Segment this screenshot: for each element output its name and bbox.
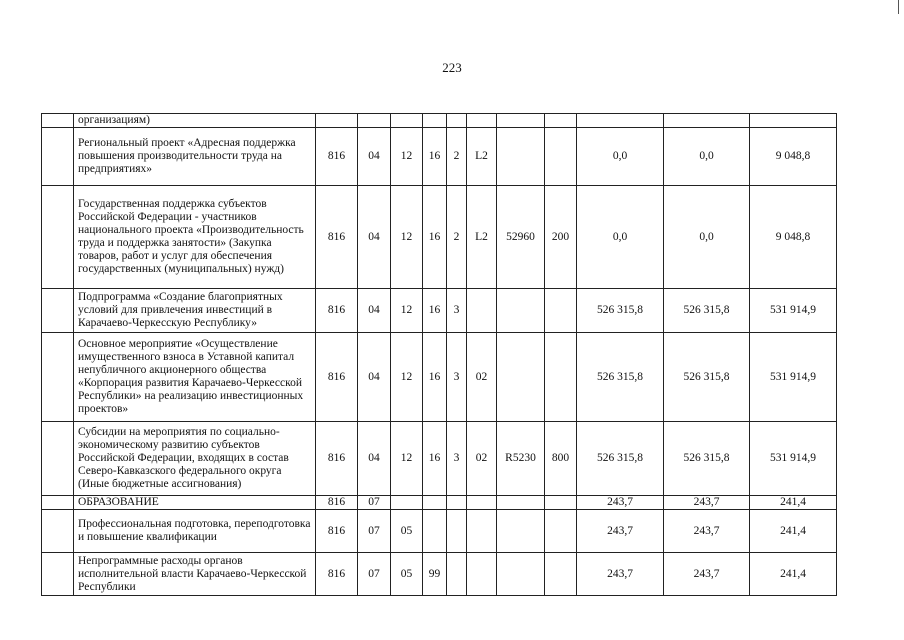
item-name: Непрограммные расходы органов исполнительной власти Карачаево-Черкесской Республики: [74, 553, 316, 596]
subsection-code: 12: [391, 128, 423, 186]
ministry-code: 816: [316, 333, 358, 422]
amount-year-2: 243,7: [664, 510, 750, 553]
subprogram-code: 3: [447, 333, 467, 422]
amount-year-2: 526 315,8: [664, 422, 750, 496]
amount-year-2: 243,7: [664, 496, 750, 510]
program-code: 16: [423, 186, 447, 289]
amount-year-3: 531 914,9: [750, 333, 837, 422]
subprogram-code: 3: [447, 422, 467, 496]
section-code: [358, 114, 391, 128]
row-number-cell: [42, 510, 74, 553]
item-name: Подпрограмма «Создание благоприятных условий для привлечения инвестиций в Карачаево-Черкесскую Республику»: [74, 289, 316, 333]
subsection-code: 12: [391, 186, 423, 289]
table-row: [42, 496, 837, 510]
program-code: 16: [423, 422, 447, 496]
program-code: 16: [423, 333, 447, 422]
program-code: [423, 114, 447, 128]
amount-year-3: 241,4: [750, 510, 837, 553]
item-name: Профессиональная подготовка, переподготовка и повышение квалификации: [74, 510, 316, 553]
page-number: 223: [442, 60, 462, 75]
section-code: 04: [358, 289, 391, 333]
activity-code: [467, 114, 497, 128]
subsection-code: 05: [391, 553, 423, 596]
row-number-cell: [42, 422, 74, 496]
amount-year-2: 526 315,8: [664, 289, 750, 333]
table-row: [42, 510, 837, 553]
ministry-code: 816: [316, 186, 358, 289]
expense-type-code: [545, 553, 577, 596]
program-code: 16: [423, 128, 447, 186]
row-number-cell: [42, 289, 74, 333]
amount-year-1: [577, 114, 664, 128]
direction-code: [497, 114, 545, 128]
row-number-cell: [42, 496, 74, 510]
expense-type-code: [545, 510, 577, 553]
amount-year-2: 0,0: [664, 186, 750, 289]
row-number-cell: [42, 114, 74, 128]
direction-code: 52960: [497, 186, 545, 289]
ministry-code: 816: [316, 553, 358, 596]
expense-type-code: [545, 128, 577, 186]
row-number-cell: [42, 186, 74, 289]
activity-code: [467, 510, 497, 553]
amount-year-1: 526 315,8: [577, 333, 664, 422]
section-code: 07: [358, 510, 391, 553]
ministry-code: 816: [316, 128, 358, 186]
amount-year-1: 0,0: [577, 128, 664, 186]
section-code: 04: [358, 186, 391, 289]
section-code: 04: [358, 422, 391, 496]
page-edge-mark: [898, 0, 899, 14]
item-name: ОБРАЗОВАНИЕ: [74, 496, 316, 510]
direction-code: [497, 128, 545, 186]
item-name: Государственная поддержка субъектов Российской Федерации - участников национального проекта «Производительность труда и поддержка занятости» (Закупка товаров, работ и услуг для обеспечения государственных (муниципальных) нужд): [74, 186, 316, 289]
ministry-code: [316, 114, 358, 128]
expense-type-code: 200: [545, 186, 577, 289]
subsection-code: [391, 496, 423, 510]
ministry-code: 816: [316, 496, 358, 510]
expense-type-code: 800: [545, 422, 577, 496]
amount-year-1: 526 315,8: [577, 289, 664, 333]
item-name: Основное мероприятие «Осуществление имущественного взноса в Уставной капитал непубличного акционерного общества «Корпорация развития Карачаево-Черкесской Республики» на реализацию инвестиционных проектов»: [74, 333, 316, 422]
subsection-code: 05: [391, 510, 423, 553]
amount-year-3: [750, 114, 837, 128]
amount-year-2: [664, 114, 750, 128]
amount-year-3: 9 048,8: [750, 128, 837, 186]
activity-code: [467, 496, 497, 510]
ministry-code: 816: [316, 422, 358, 496]
subprogram-code: [447, 496, 467, 510]
amount-year-1: 0,0: [577, 186, 664, 289]
direction-code: [497, 496, 545, 510]
row-number-cell: [42, 333, 74, 422]
table-row: [42, 333, 837, 422]
amount-year-2: 526 315,8: [664, 333, 750, 422]
subsection-code: [391, 114, 423, 128]
expense-type-code: [545, 289, 577, 333]
amount-year-3: 241,4: [750, 496, 837, 510]
amount-year-1: 243,7: [577, 510, 664, 553]
activity-code: L2: [467, 128, 497, 186]
item-name: Субсидии на мероприятия по социально-экономическому развитию субъектов Российской Федерации, входящих в состав Северо-Кавказского федерального округа (Иные бюджетные ассигнования): [74, 422, 316, 496]
activity-code: [467, 289, 497, 333]
direction-code: [497, 333, 545, 422]
amount-year-2: 243,7: [664, 553, 750, 596]
subsection-code: 12: [391, 289, 423, 333]
table-row: [42, 289, 837, 333]
subprogram-code: 2: [447, 186, 467, 289]
row-number-cell: [42, 128, 74, 186]
row-number-cell: [42, 553, 74, 596]
program-code: 16: [423, 289, 447, 333]
activity-code: [467, 553, 497, 596]
activity-code: 02: [467, 422, 497, 496]
section-code: 04: [358, 333, 391, 422]
ministry-code: 816: [316, 510, 358, 553]
program-code: [423, 510, 447, 553]
amount-year-1: 243,7: [577, 496, 664, 510]
subsection-code: 12: [391, 422, 423, 496]
activity-code: 02: [467, 333, 497, 422]
direction-code: [497, 553, 545, 596]
section-code: 07: [358, 553, 391, 596]
subsection-code: 12: [391, 333, 423, 422]
subprogram-code: [447, 114, 467, 128]
table-row: [42, 128, 837, 186]
table-row: [42, 186, 837, 289]
expense-type-code: [545, 333, 577, 422]
direction-code: [497, 289, 545, 333]
expense-type-code: [545, 496, 577, 510]
subprogram-code: 2: [447, 128, 467, 186]
section-code: 04: [358, 128, 391, 186]
activity-code: L2: [467, 186, 497, 289]
subprogram-code: 3: [447, 289, 467, 333]
amount-year-3: 531 914,9: [750, 422, 837, 496]
expense-type-code: [545, 114, 577, 128]
amount-year-1: 526 315,8: [577, 422, 664, 496]
item-name: Региональный проект «Адресная поддержка повышения производительности труда на предприятиях»: [74, 128, 316, 186]
table-row: [42, 553, 837, 596]
program-code: 99: [423, 553, 447, 596]
item-name: организациям): [74, 114, 316, 128]
amount-year-2: 0,0: [664, 128, 750, 186]
amount-year-1: 243,7: [577, 553, 664, 596]
budget-table: [41, 113, 837, 596]
program-code: [423, 496, 447, 510]
ministry-code: 816: [316, 289, 358, 333]
direction-code: [497, 510, 545, 553]
table-row: [42, 114, 837, 128]
subprogram-code: [447, 553, 467, 596]
section-code: 07: [358, 496, 391, 510]
direction-code: R5230: [497, 422, 545, 496]
subprogram-code: [447, 510, 467, 553]
amount-year-3: 241,4: [750, 553, 837, 596]
amount-year-3: 9 048,8: [750, 186, 837, 289]
table-row: [42, 422, 837, 496]
amount-year-3: 531 914,9: [750, 289, 837, 333]
